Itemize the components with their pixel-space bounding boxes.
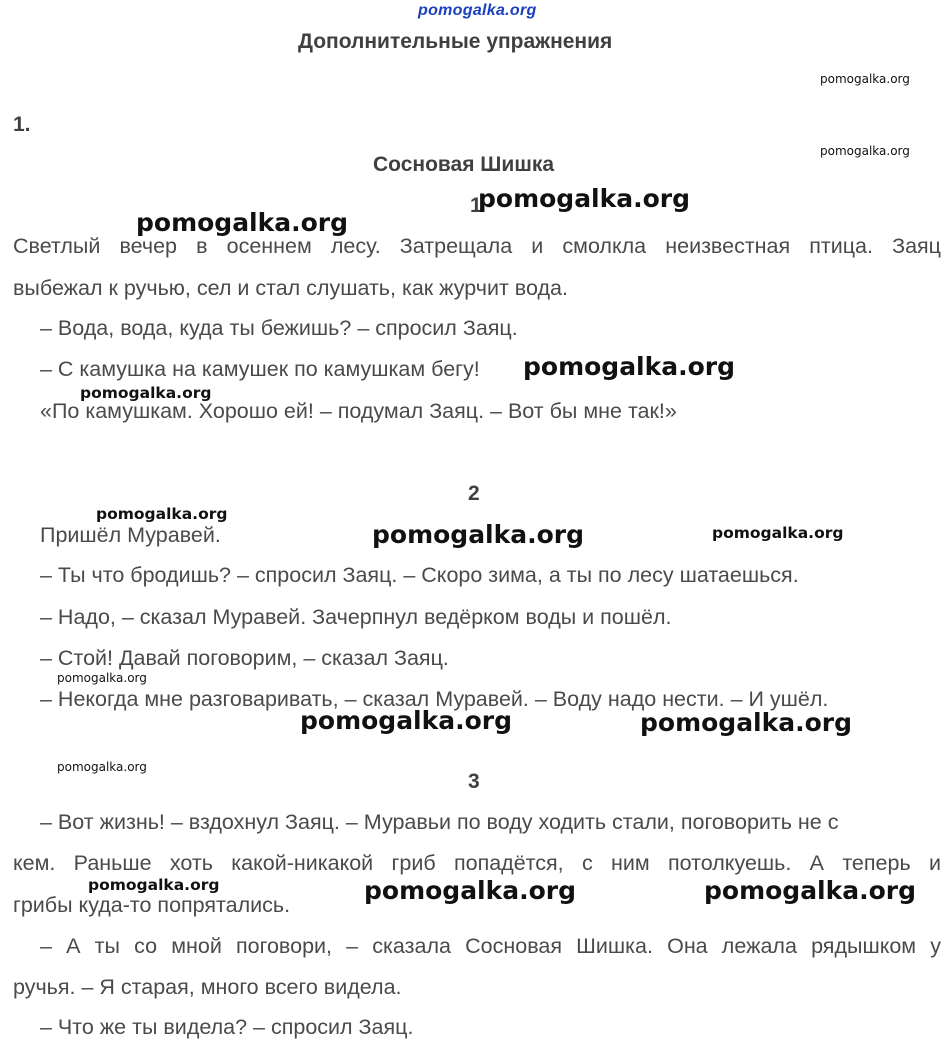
section-number: 3: [468, 770, 480, 793]
watermark: pomogalka.org: [523, 352, 736, 381]
section-number: 2: [468, 482, 480, 505]
watermark: pomogalka.org: [820, 144, 910, 158]
watermark: pomogalka.org: [820, 72, 910, 86]
page-title: Дополнительные упражнения: [298, 30, 613, 53]
dialogue-line: «По камушкам. Хорошо ей! – подумал Заяц. – Вот бы мне так!»: [40, 399, 677, 423]
watermark: pomogalka.org: [364, 876, 577, 905]
dialogue-line: – Ты что бродишь? – спросил Заяц. – Скоро зима, а ты по лесу шатаешься.: [40, 563, 799, 587]
watermark: pomogalka.org: [478, 184, 691, 213]
watermark: pomogalka.org: [640, 708, 853, 737]
dialogue-line: – Что же ты видела? – спросил Заяц.: [40, 1015, 414, 1039]
dialogue-line: – Стой! Давай поговорим, – сказал Заяц.: [40, 646, 449, 670]
paragraph-line: [13, 851, 941, 876]
dialogue-line: – С камушка на камушек по камушкам бегу!: [40, 357, 480, 381]
watermark: pomogalka.org: [57, 671, 147, 685]
paragraph-line: Пришёл Муравей.: [40, 523, 221, 547]
paragraph-line: [13, 234, 941, 259]
dialogue-line: [40, 934, 941, 959]
paragraph-line: выбежал к ручью, сел и стал слушать, как журчит вода.: [13, 276, 568, 300]
dialogue-line: – Вода, вода, куда ты бежишь? – спросил Заяц.: [40, 316, 518, 340]
story-title: Сосновая Шишка: [373, 153, 555, 176]
paragraph-line: грибы куда-то попрятались.: [13, 893, 291, 917]
watermark-top: pomogalka.org: [418, 2, 537, 19]
exercise-number: 1.: [13, 113, 31, 136]
section-number: 1: [470, 194, 482, 217]
watermark: pomogalka.org: [136, 208, 349, 237]
line-text: Светлый вечер в осеннем лесу. Затрещала и смолкла неизвестная птица. Заяц: [13, 234, 941, 258]
paragraph-line: ручья. – Я старая, много всего видела.: [13, 975, 402, 999]
watermark: pomogalka.org: [57, 760, 147, 774]
watermark: pomogalka.org: [372, 520, 585, 549]
watermark: pomogalka.org: [88, 876, 220, 894]
watermark: pomogalka.org: [80, 384, 212, 402]
line-text: – А ты со мной поговори, – сказала Сосновая Шишка. Она лежала рядышком у: [40, 934, 941, 958]
dialogue-line: – Надо, – сказал Муравей. Зачерпнул ведёрком воды и пошёл.: [40, 605, 672, 629]
watermark: pomogalka.org: [96, 505, 228, 523]
watermark: pomogalka.org: [704, 876, 917, 905]
watermark: pomogalka.org: [300, 706, 513, 735]
watermark: pomogalka.org: [712, 524, 844, 542]
dialogue-line: – Вот жизнь! – вздохнул Заяц. – Муравьи по воду ходить стали, поговорить не с: [40, 810, 839, 834]
dialogue-line: – Некогда мне разговаривать, – сказал Муравей. – Воду надо нести. – И ушёл.: [40, 687, 829, 711]
line-text: кем. Раньше хоть какой-никакой гриб попадётся, с ним потолкуешь. А теперь и: [13, 851, 941, 875]
